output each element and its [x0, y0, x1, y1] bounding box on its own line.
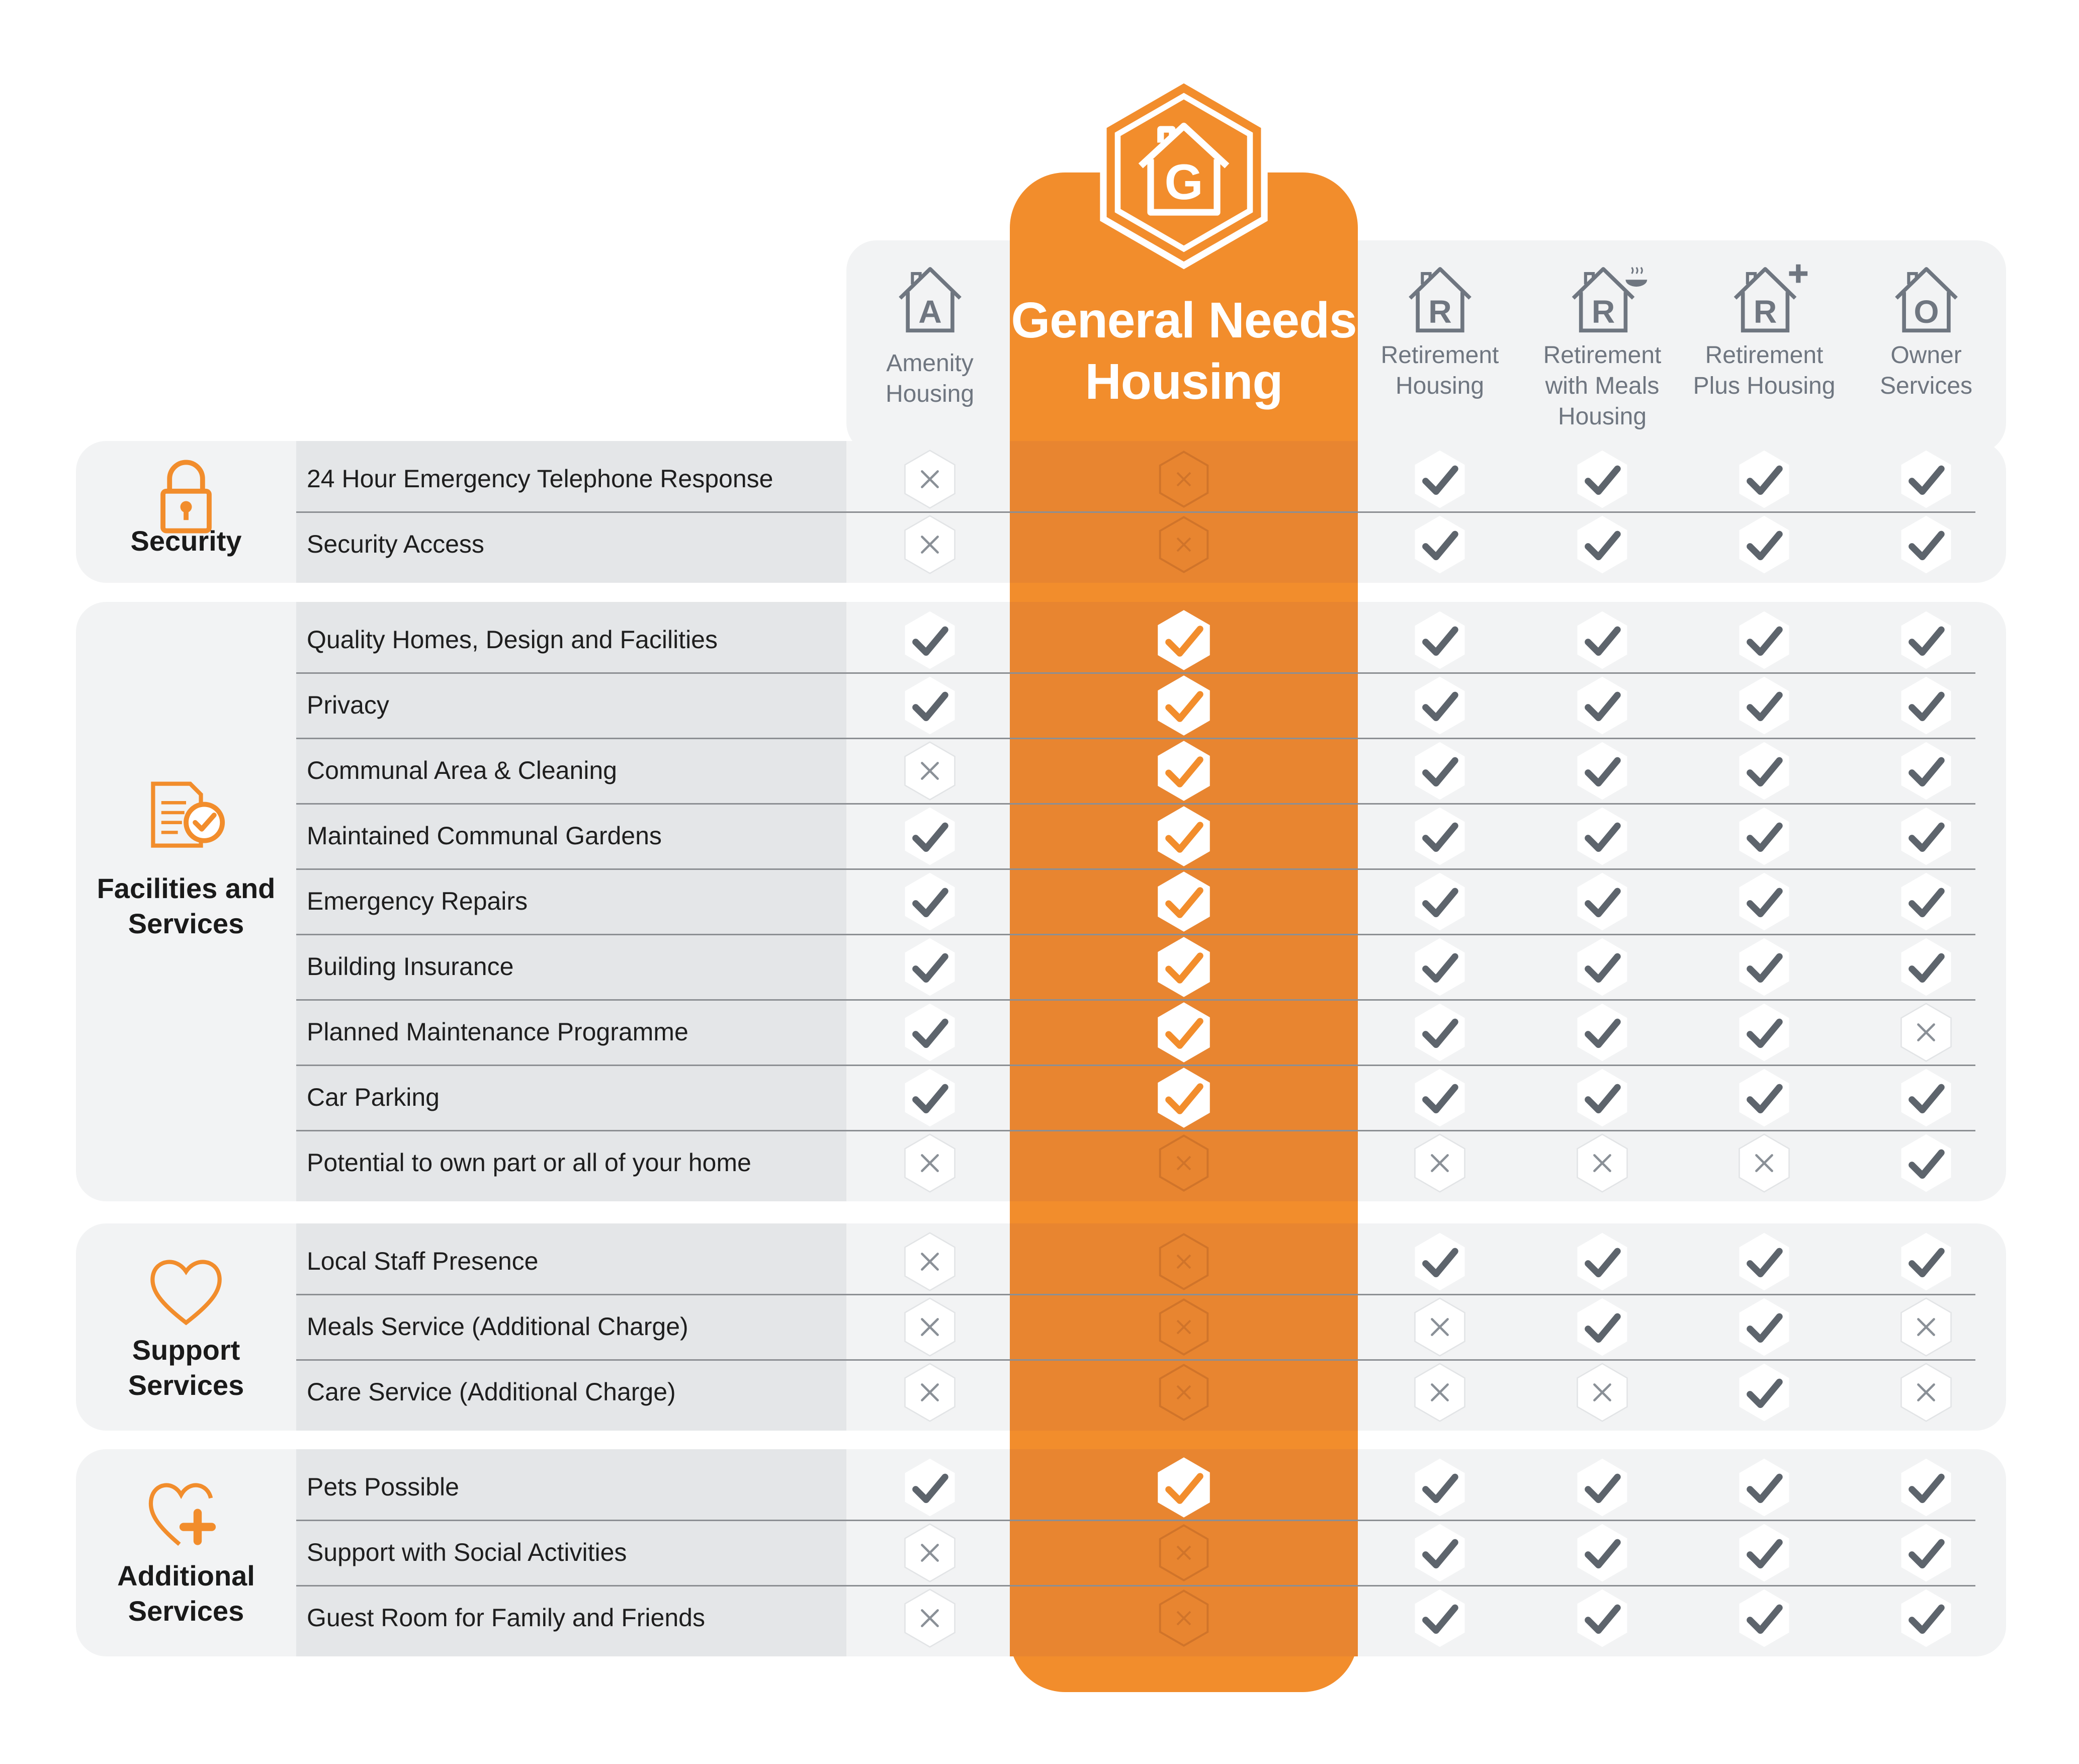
- column-header-label: Owner Services: [1879, 342, 1973, 399]
- check-icon: [1570, 607, 1635, 673]
- svg-text:R: R: [1428, 293, 1452, 330]
- check-icon: [1731, 1455, 1797, 1520]
- check-hex-icon: [1151, 738, 1217, 804]
- document-check-icon: [145, 771, 227, 854]
- check-hex-icon: [1151, 934, 1217, 1000]
- cross-icon: [1407, 1130, 1472, 1196]
- check-icon: [1731, 804, 1797, 869]
- check-icon: [1731, 447, 1797, 512]
- column-header-label: Retirement Housing: [1380, 342, 1499, 399]
- check-icon: [1731, 1520, 1797, 1585]
- row-divider: [296, 868, 1975, 870]
- svg-text:O: O: [1914, 293, 1939, 330]
- row-divider: [296, 1585, 1975, 1586]
- check-hex-icon: [1151, 1065, 1217, 1130]
- row-divider: [296, 1130, 1975, 1131]
- heart-icon: [145, 1250, 227, 1333]
- cross-icon: [897, 1130, 963, 1196]
- row-label: Local Staff Presence: [307, 1247, 539, 1275]
- house-r-meals-icon: [1558, 259, 1660, 336]
- check-icon: [897, 1065, 963, 1130]
- row-label: Care Service (Additional Charge): [307, 1378, 676, 1406]
- check-icon: [1893, 738, 1959, 804]
- check-icon: [1407, 607, 1472, 673]
- check-hex-icon: [1151, 1000, 1217, 1065]
- cross-icon: [1407, 1360, 1472, 1425]
- cross-icon: [897, 738, 963, 804]
- check-icon: [1731, 607, 1797, 673]
- row-divider: [296, 934, 1975, 935]
- house-r-plus-icon: [1720, 259, 1822, 336]
- svg-text:A: A: [918, 293, 942, 330]
- check-icon: [1570, 1229, 1635, 1294]
- house-o-icon: [1888, 259, 1965, 336]
- check-icon: [897, 804, 963, 869]
- check-icon: [1893, 804, 1959, 869]
- check-icon: [1893, 512, 1959, 577]
- check-hex-icon: [1151, 869, 1217, 934]
- cross-hex-icon: [1151, 1585, 1217, 1651]
- check-icon: [1731, 738, 1797, 804]
- check-icon: [1570, 1455, 1635, 1520]
- row-label: Potential to own part or all of your home: [307, 1149, 751, 1177]
- cross-hex-icon: [1151, 512, 1217, 577]
- check-icon: [1731, 673, 1797, 738]
- cross-icon: [897, 1585, 963, 1651]
- check-icon: [1731, 1065, 1797, 1130]
- check-icon: [1407, 512, 1472, 577]
- check-icon: [1893, 673, 1959, 738]
- check-icon: [1731, 1360, 1797, 1425]
- row-label: Pets Possible: [307, 1473, 459, 1501]
- cross-icon: [1893, 1360, 1959, 1425]
- row-divider: [296, 803, 1975, 805]
- check-icon: [897, 934, 963, 1000]
- cross-icon: [1407, 1294, 1472, 1360]
- row-divider: [296, 1294, 1975, 1295]
- check-icon: [1570, 738, 1635, 804]
- row-label: Communal Area & Cleaning: [307, 756, 617, 784]
- cross-icon: [897, 1520, 963, 1585]
- row-label: Privacy: [307, 691, 389, 719]
- check-icon: [1407, 673, 1472, 738]
- row-divider: [296, 738, 1975, 739]
- cross-hex-icon: [1151, 1130, 1217, 1196]
- check-icon: [1570, 1585, 1635, 1651]
- check-icon: [1570, 447, 1635, 512]
- row-label: Car Parking: [307, 1083, 440, 1111]
- check-icon: [897, 607, 963, 673]
- row-label: Planned Maintenance Programme: [307, 1018, 688, 1046]
- check-icon: [1893, 1520, 1959, 1585]
- cross-icon: [1731, 1130, 1797, 1196]
- row-label: Support with Social Activities: [307, 1538, 627, 1566]
- cross-hex-icon: [1151, 447, 1217, 512]
- svg-text:R: R: [1591, 293, 1615, 330]
- check-icon: [1731, 1000, 1797, 1065]
- check-icon: [897, 673, 963, 738]
- column-header-label: Retirement Plus Housing: [1693, 342, 1836, 399]
- row-divider: [296, 1065, 1975, 1066]
- check-hex-icon: [1151, 673, 1217, 738]
- check-icon: [1570, 1065, 1635, 1130]
- check-icon: [1570, 673, 1635, 738]
- row-divider: [296, 1520, 1975, 1521]
- cross-icon: [897, 447, 963, 512]
- check-icon: [1731, 869, 1797, 934]
- check-icon: [1407, 447, 1472, 512]
- check-icon: [1731, 1585, 1797, 1651]
- row-label: Maintained Communal Gardens: [307, 822, 662, 850]
- check-icon: [1407, 1065, 1472, 1130]
- cross-icon: [897, 1294, 963, 1360]
- check-icon: [1893, 607, 1959, 673]
- row-label: Building Insurance: [307, 952, 514, 981]
- check-icon: [1407, 1520, 1472, 1585]
- cross-hex-icon: [1151, 1520, 1217, 1585]
- check-icon: [1570, 934, 1635, 1000]
- section-title: Facilities and Services: [97, 872, 276, 939]
- row-label: Security Access: [307, 530, 484, 558]
- cross-hex-icon: [1151, 1294, 1217, 1360]
- check-icon: [1407, 1455, 1472, 1520]
- check-icon: [1407, 1000, 1472, 1065]
- cross-icon: [1570, 1360, 1635, 1425]
- cross-hex-icon: [1151, 1229, 1217, 1294]
- check-icon: [1407, 869, 1472, 934]
- cross-icon: [897, 512, 963, 577]
- section-title: Support Services: [128, 1334, 244, 1401]
- check-icon: [897, 869, 963, 934]
- check-icon: [1893, 447, 1959, 512]
- cross-icon: [1893, 1000, 1959, 1065]
- check-icon: [1893, 1065, 1959, 1130]
- check-icon: [1731, 934, 1797, 1000]
- check-icon: [1570, 1520, 1635, 1585]
- general-needs-title: General Needs Housing: [1011, 292, 1357, 410]
- check-icon: [1893, 1130, 1959, 1196]
- check-icon: [1407, 1229, 1472, 1294]
- check-icon: [1570, 804, 1635, 869]
- row-label: Quality Homes, Design and Facilities: [307, 626, 718, 654]
- check-icon: [1731, 512, 1797, 577]
- check-icon: [1570, 512, 1635, 577]
- check-icon: [897, 1000, 963, 1065]
- row-label: 24 Hour Emergency Telephone Response: [307, 465, 773, 493]
- column-header-label: Retirement with Meals Housing: [1543, 342, 1662, 430]
- row-divider: [296, 672, 1975, 674]
- row-label: Emergency Repairs: [307, 887, 528, 915]
- row-label: Meals Service (Additional Charge): [307, 1312, 688, 1341]
- check-icon: [1570, 1000, 1635, 1065]
- check-hex-icon: [1151, 1455, 1217, 1520]
- column-header-label: Amenity Housing: [885, 350, 975, 407]
- svg-text:G: G: [1164, 153, 1203, 210]
- section-title: Security: [130, 525, 242, 557]
- row-divider: [296, 511, 1975, 513]
- house-g-hexagon-logo: [1084, 73, 1283, 272]
- row-label: Guest Room for Family and Friends: [307, 1604, 705, 1632]
- check-icon: [1570, 1294, 1635, 1360]
- row-divider: [296, 999, 1975, 1001]
- check-icon: [1731, 1229, 1797, 1294]
- check-icon: [1893, 1229, 1959, 1294]
- check-hex-icon: [1151, 804, 1217, 869]
- cross-icon: [897, 1229, 963, 1294]
- cross-icon: [1570, 1130, 1635, 1196]
- check-icon: [1407, 1585, 1472, 1651]
- cross-icon: [1893, 1294, 1959, 1360]
- check-icon: [1570, 869, 1635, 934]
- check-hex-icon: [1151, 607, 1217, 673]
- check-icon: [1893, 1585, 1959, 1651]
- cross-hex-icon: [1151, 1360, 1217, 1425]
- house-a-icon: [892, 259, 969, 336]
- check-icon: [1893, 934, 1959, 1000]
- heart-plus-icon: [145, 1473, 227, 1556]
- check-icon: [1893, 869, 1959, 934]
- check-icon: [1893, 1455, 1959, 1520]
- cross-icon: [897, 1360, 963, 1425]
- check-icon: [897, 1455, 963, 1520]
- house-r-icon: [1402, 259, 1479, 336]
- check-icon: [1407, 934, 1472, 1000]
- section-title: Additional Services: [117, 1560, 255, 1627]
- row-divider: [296, 1359, 1975, 1361]
- check-icon: [1407, 738, 1472, 804]
- check-icon: [1407, 804, 1472, 869]
- svg-text:R: R: [1753, 293, 1777, 330]
- check-icon: [1731, 1294, 1797, 1360]
